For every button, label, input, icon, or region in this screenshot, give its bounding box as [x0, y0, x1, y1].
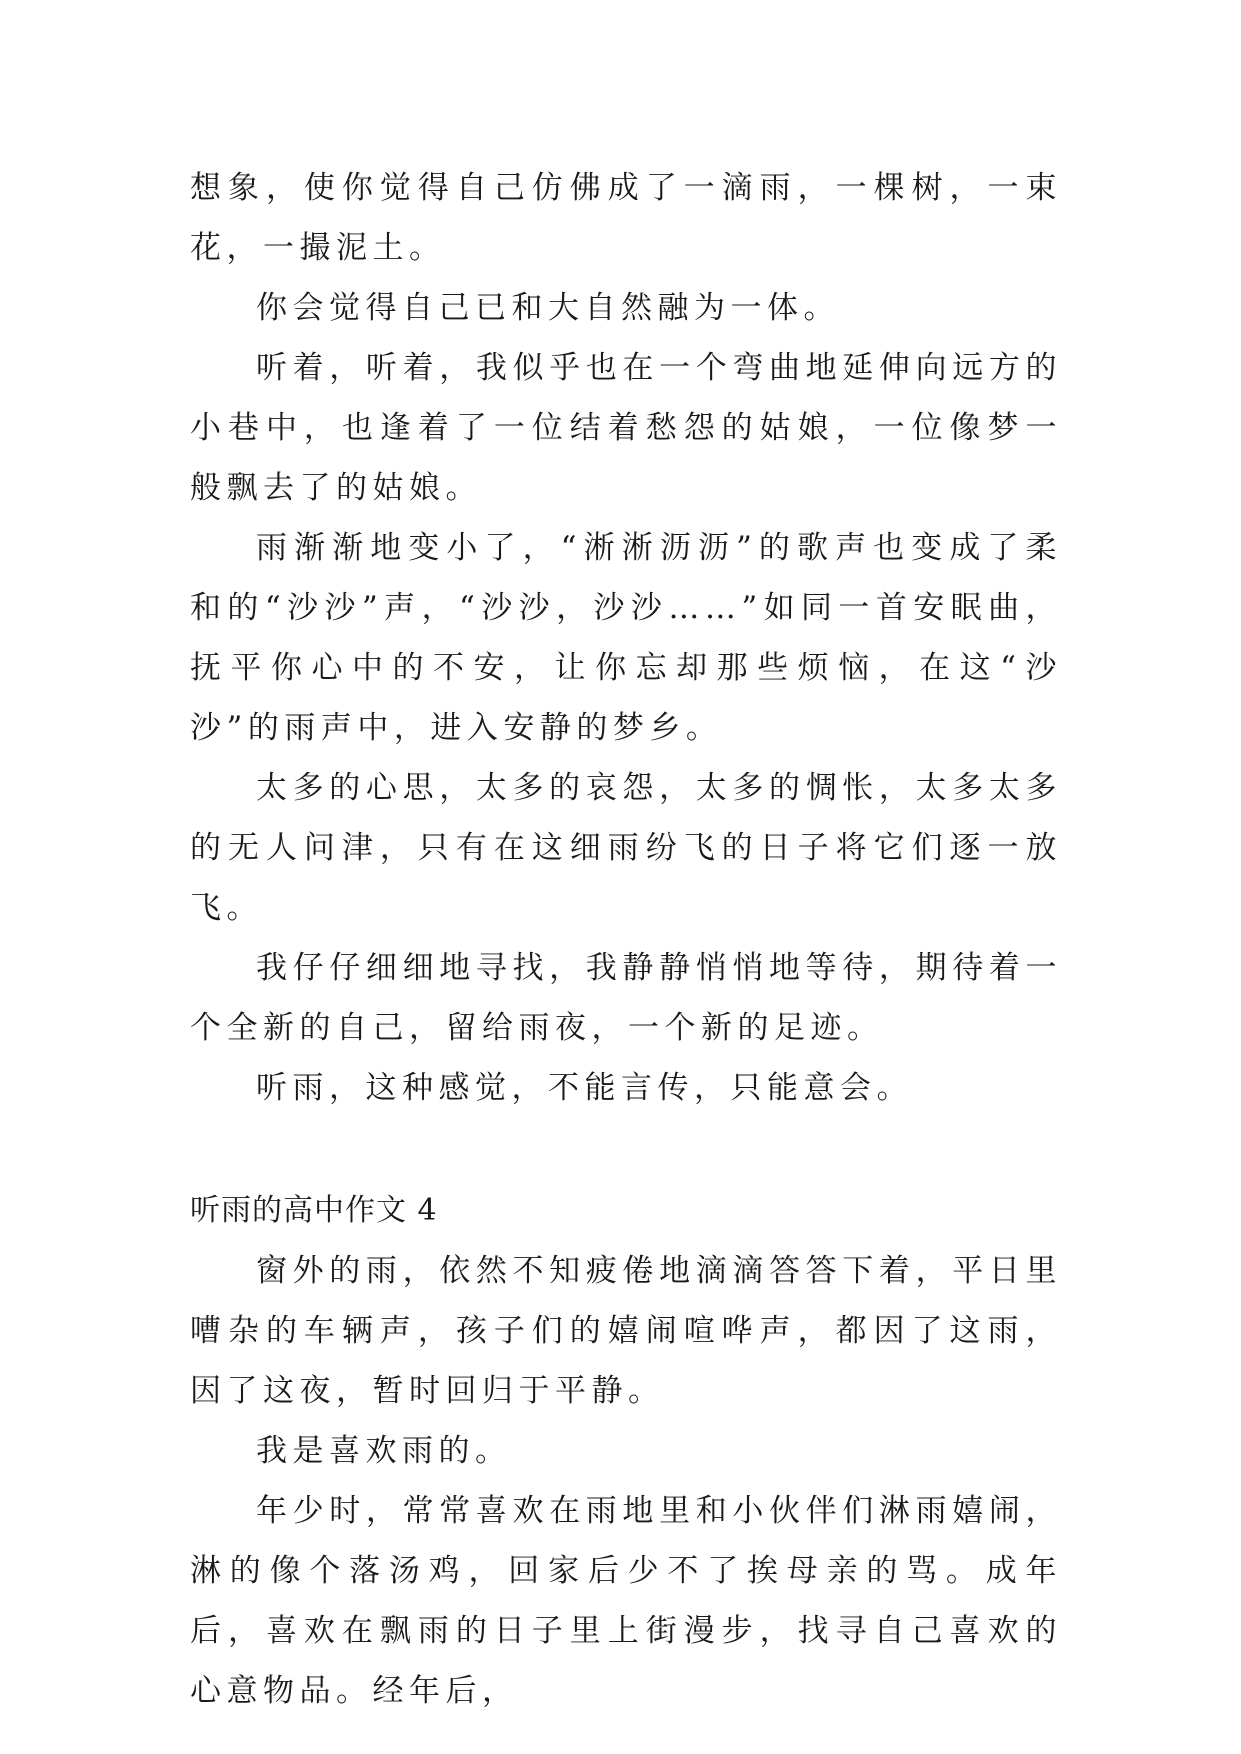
paragraph-continued: 想象，使你觉得自己仿佛成了一滴雨，一棵树，一束花，一撮泥土。: [190, 170, 1062, 266]
paragraph: 雨渐渐地变小了，“淅淅沥沥”的歌声也变成了柔和的“沙沙”声，“沙沙，沙沙……”如同一首安眠曲，抚平你心中的不安，让你忘却那些烦恼，在这“沙沙”的雨声中，进入安静的梦乡。: [190, 530, 1062, 746]
section-gap: [190, 1118, 1062, 1181]
paragraph: 我是喜欢雨的。: [256, 1433, 512, 1469]
paragraph: 你会觉得自己已和大自然融为一体。: [256, 290, 840, 326]
paragraph: 太多的心思，太多的哀怨，太多的惆怅，太多太多的无人问津，只有在这细雨纷飞的日子将它们逐一放飞。: [190, 770, 1062, 926]
paragraph: 我仔仔细细地寻找，我静静悄悄地等待，期待着一个全新的自己，留给雨夜，一个新的足迹。: [190, 950, 1062, 1046]
essay-title: 听雨的高中作文 4: [190, 1193, 438, 1228]
paragraph: 听着，听着，我似乎也在一个弯曲地延伸向远方的小巷中，也逢着了一位结着愁怨的姑娘，一位像梦一般飘去了的姑娘。: [190, 350, 1062, 506]
paragraph: 听雨，这种感觉，不能言传，只能意会。: [256, 1070, 913, 1106]
document-body: [190, 158, 1062, 1721]
paragraph: 年少时，常常喜欢在雨地里和小伙伴们淋雨嬉闹，淋的像个落汤鸡，回家后少不了挨母亲的骂。成年后，喜欢在飘雨的日子里上街漫步，找寻自己喜欢的心意物品。经年后，: [190, 1493, 1062, 1709]
paragraph: 窗外的雨，依然不知疲倦地滴滴答答下着，平日里嘈杂的车辆声，孩子们的嬉闹喧哗声，都因了这雨，因了这夜，暂时回归于平静。: [190, 1253, 1062, 1409]
